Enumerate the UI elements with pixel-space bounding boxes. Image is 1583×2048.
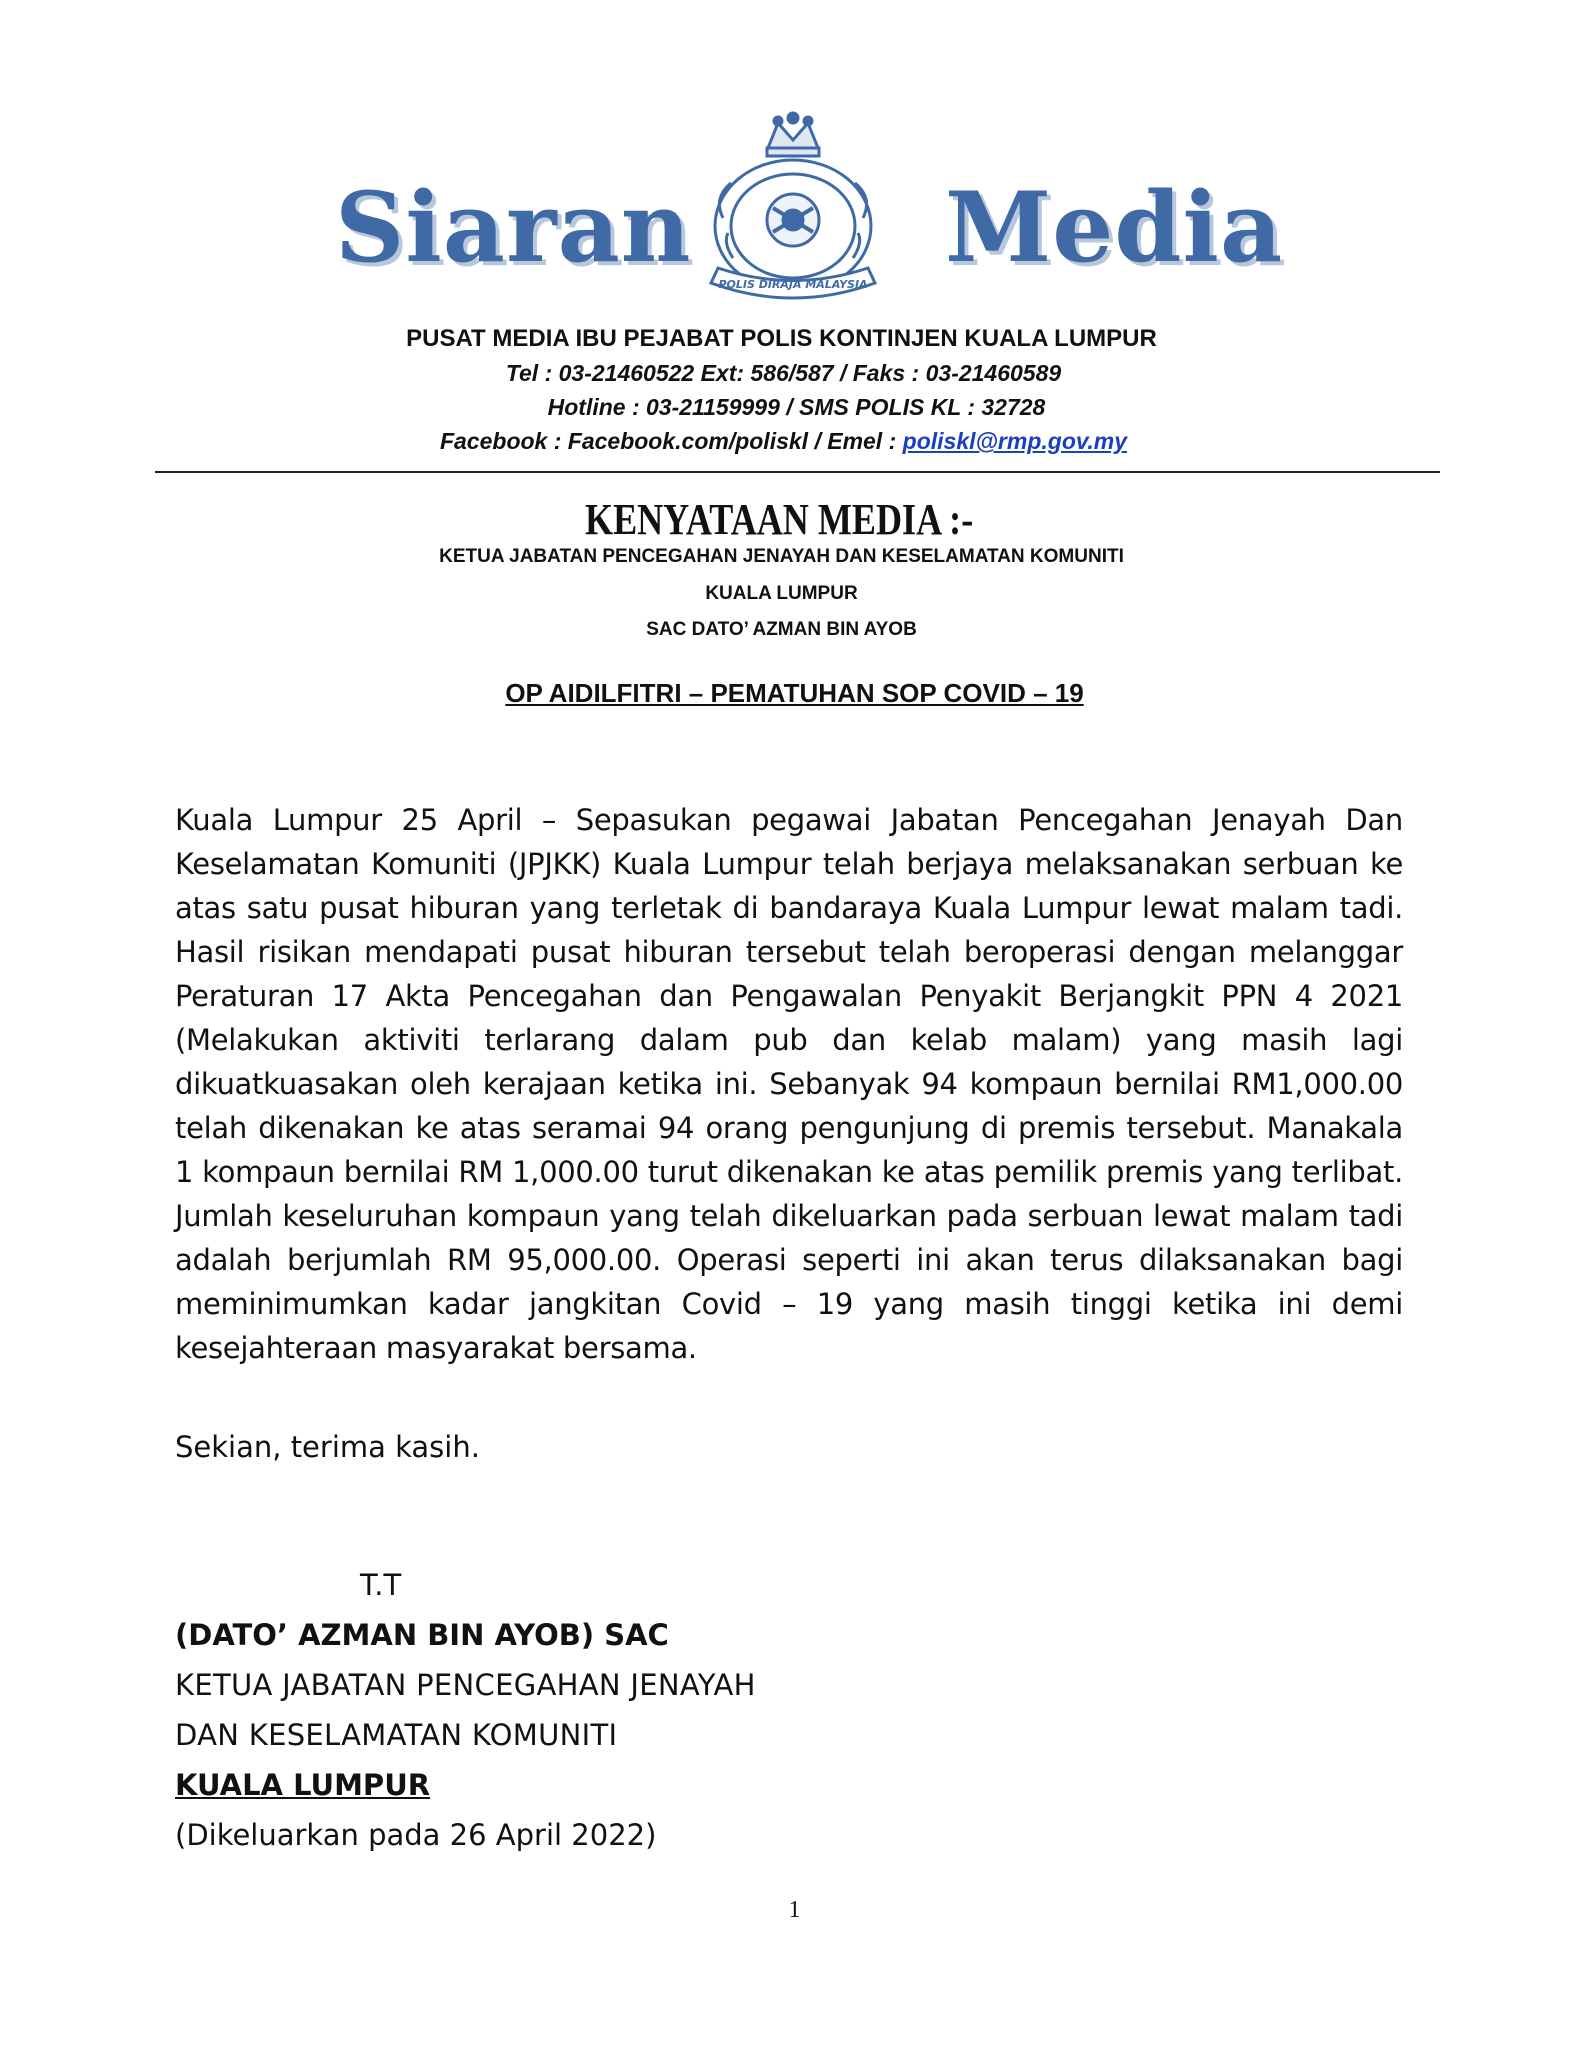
social-email-line — [0, 428, 1575, 455]
signature-tt: T.T — [360, 1568, 402, 1602]
signatory-name: (DATO’ AZMAN BIN AYOB) SAC — [175, 1618, 669, 1652]
hotline-line: Hotline : 03-21159999 / SMS POLIS KL : 32728 — [547, 394, 1046, 420]
masthead-right-word: Media — [945, 171, 1284, 284]
signatory-title-line1: KETUA JABATAN PENCEGAHAN JENAYAH — [175, 1668, 756, 1702]
issuer-department: KETUA JABATAN PENCEGAHAN JENAYAH DAN KESELAMATAN KOMUNITI — [439, 546, 1124, 567]
facebook-label: Facebook : Facebook.com/poliskl / Emel : — [439, 428, 903, 454]
page-number: 1 — [788, 1897, 801, 1923]
header-divider — [155, 471, 1440, 473]
issuer-location: KUALA LUMPUR — [705, 583, 858, 604]
email-link[interactable]: poliskl@rmp.gov.my — [902, 428, 1128, 454]
statement-title: KENYATAAN MEDIA :- — [585, 495, 974, 544]
statement-subject: OP AIDILFITRI – PEMATUHAN SOP COVID – 19 — [505, 678, 1084, 708]
issued-date: (Dikeluarkan pada 26 April 2022) — [175, 1818, 657, 1852]
svg-text:POLIS DIRAJA MALAYSIA: POLIS DIRAJA MALAYSIA — [718, 278, 868, 291]
signatory-place: KUALA LUMPUR — [175, 1768, 431, 1802]
closing-remark: Sekian, terima kasih. — [175, 1430, 480, 1464]
issuer-name: SAC DATO’ AZMAN BIN AYOB — [646, 619, 917, 640]
statement-body: Kuala Lumpur 25 April – Sepasukan pegawai Jabatan Pencegahan Jenayah Dan Keselamatan Komuniti (JPJKK) Kuala Lumpur telah berjaya melaksanakan serbuan ke atas satu pusat hiburan yang terletak di bandaraya Kuala Lumpur lewat malam tadi. Hasil risikan mendapati pusat hiburan tersebut telah beroperasi dengan melanggar Peraturan 17 Akta Pencegahan dan Pengawalan Penyakit Berjangkit PPN 4 2021 (Melakukan aktiviti terlarang dalam pub dan kelab malam) yang masih lagi dikuatkuasakan oleh kerajaan ketika ini. Sebanyak 94 kompaun bernilai RM1,000.00 telah dikenakan ke atas seramai 94 orang pengunjung di premis tersebut. Manakala 1 kompaun bernilai RM 1,000.00 turut dikenakan ke atas pemilik premis yang terlibat. Jumlah keseluruhan kompaun yang telah dikeluarkan pada serbuan lewat malam tadi adalah berjumlah RM 95,000.00. Operasi seperti ini akan terus dilaksanakan bagi meminimumkan kadar jangkitan Covid – 19 yang masih tinggi ketika ini demi kesejahteraan masyarakat bersama. — [175, 803, 1403, 1365]
telephone-line: Tel : 03-21460522 Ext: 586/587 / Faks : 03-21460589 — [505, 360, 1062, 386]
masthead-left-word: Siaran — [335, 171, 692, 284]
police-crest-logo — [683, 108, 903, 308]
media-centre-name: PUSAT MEDIA IBU PEJABAT POLIS KONTINJEN KUALA LUMPUR — [406, 325, 1157, 352]
signatory-title-line2: DAN KESELAMATAN KOMUNITI — [175, 1718, 618, 1752]
